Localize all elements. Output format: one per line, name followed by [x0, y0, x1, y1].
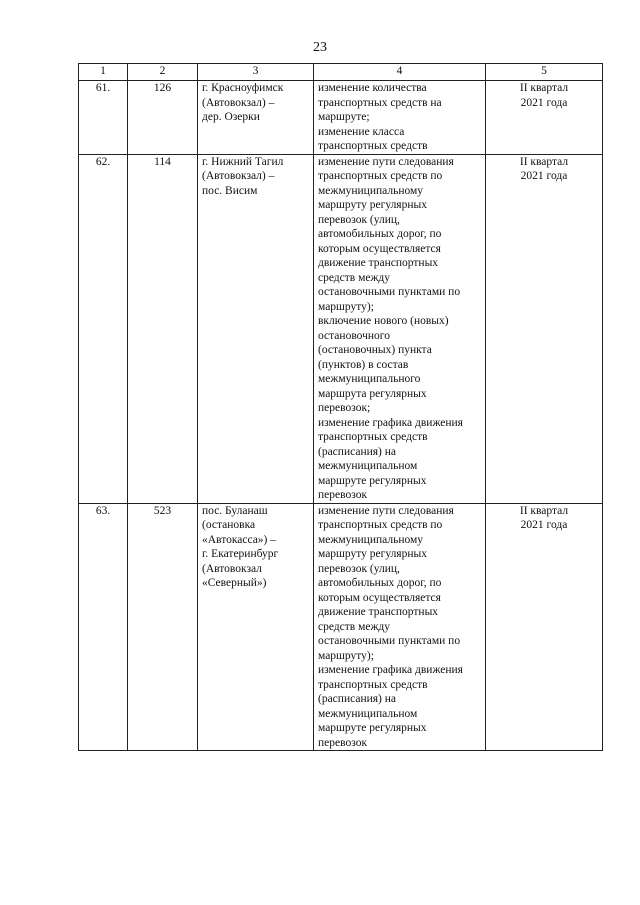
period-cell-line: 2021 года [520, 170, 568, 182]
period-cell-line: 2021 года [520, 96, 568, 109]
period-cell [486, 503, 603, 751]
changes-cell-line: перевозок; [318, 402, 371, 414]
changes-cell-line: движение транспортных [318, 606, 439, 618]
changes-cell-line: маршрута регулярных [318, 387, 427, 400]
changes-cell-line: включение нового (новых) [318, 315, 449, 327]
changes-cell-line: маршруту); [318, 649, 374, 662]
row-index-cell: 61. [79, 81, 128, 155]
changes-cell-line: межмуниципальном [318, 707, 418, 720]
changes-cell-line: транспортных средств [318, 140, 428, 152]
changes-cell-line: транспортных средств по [318, 519, 443, 531]
column-header: 1 [79, 64, 128, 81]
changes-cell-line: средств между [318, 271, 391, 284]
period-cell [486, 81, 603, 155]
route-name-cell-line: пос. Буланаш [202, 504, 268, 517]
route-name-cell [198, 154, 314, 503]
row-index-cell: 63. [79, 503, 128, 751]
route-name-cell [198, 503, 314, 751]
route-number-cell: 126 [128, 81, 198, 155]
changes-cell-line: изменение пути следования [318, 504, 454, 517]
changes-cell [314, 81, 486, 155]
page-number: 23 [313, 40, 327, 55]
changes-cell-line: транспортных средств по [318, 170, 443, 182]
changes-cell-line: остановочными пунктами по [318, 286, 461, 298]
changes-cell-line: перевозок (улиц, [318, 213, 400, 226]
changes-cell-line: транспортных средств [318, 678, 428, 691]
changes-cell-line: (пунктов) в состав [318, 358, 409, 371]
route-name-cell-line: «Автокасса») – [202, 533, 276, 546]
changes-cell-line: межмуниципальном [318, 460, 418, 472]
route-name-cell-line: (остановка [202, 519, 256, 531]
changes-cell-line: маршруту регулярных [318, 548, 427, 560]
row-index-cell: 62. [79, 154, 128, 503]
changes-cell-line: маршруту регулярных [318, 199, 427, 211]
changes-cell-line: средств между [318, 620, 391, 633]
changes-cell-line: маршруте регулярных [318, 722, 427, 734]
period-cell-line: II квартал [519, 155, 569, 168]
table-row [79, 154, 603, 503]
changes-cell [314, 503, 486, 751]
changes-cell-line: транспортных средств на [318, 96, 442, 109]
table-row [79, 81, 603, 155]
column-header: 5 [486, 64, 603, 81]
changes-cell-line: межмуниципальному [318, 184, 424, 197]
changes-cell-line: изменение количества [318, 82, 427, 94]
changes-cell-line: движение транспортных [318, 257, 439, 269]
route-name-cell-line: дер. Озерки [202, 111, 260, 123]
route-name-cell-line: «Северный») [202, 577, 267, 589]
period-cell-line: 2021 года [520, 519, 568, 531]
changes-cell-line: остановочного [318, 329, 390, 342]
table-row [79, 503, 603, 751]
changes-cell-line: изменение графика движения [318, 416, 463, 429]
route-number-cell: 114 [128, 154, 198, 503]
table-header-row [79, 64, 603, 81]
changes-cell-line: автомобильных дорог, по [318, 577, 442, 589]
changes-cell-line: (остановочных) пункта [318, 344, 432, 356]
route-name-cell-line: г. Екатеринбург [202, 548, 279, 560]
column-header: 3 [198, 64, 314, 81]
changes-cell-line: (расписания) на [318, 445, 397, 458]
changes-cell-line: маршруте; [318, 111, 370, 123]
changes-cell-line: остановочными пунктами по [318, 635, 461, 647]
changes-cell-line: маршруте регулярных [318, 474, 427, 487]
changes-cell-line: перевозок (улиц, [318, 562, 400, 575]
route-name-cell-line: пос. Висим [202, 184, 258, 197]
period-cell-line: II квартал [519, 504, 569, 517]
changes-cell-line: межмуниципальному [318, 533, 424, 546]
routes-table [78, 63, 603, 751]
column-header: 2 [128, 64, 198, 81]
route-name-cell-line: г. Нижний Тагил [202, 155, 284, 168]
route-name-cell [198, 81, 314, 155]
period-cell-line: II квартал [519, 82, 569, 94]
changes-cell [314, 154, 486, 503]
changes-cell-line: межмуниципального [318, 373, 421, 385]
changes-cell-line: изменение графика движения [318, 664, 463, 676]
route-number-cell: 523 [128, 503, 198, 751]
changes-cell-line: изменение класса [318, 125, 405, 138]
changes-cell-line: изменение пути следования [318, 155, 454, 168]
route-name-cell-line: (Автовокзал) – [202, 170, 275, 182]
changes-cell-line: транспортных средств [318, 431, 428, 443]
route-name-cell-line: г. Красноуфимск [202, 82, 284, 94]
column-header: 4 [314, 64, 486, 81]
period-cell [486, 154, 603, 503]
changes-cell-line: (расписания) на [318, 693, 397, 705]
route-name-cell-line: (Автовокзал [202, 562, 262, 575]
changes-cell-line: перевозок [318, 489, 368, 501]
changes-cell-line: перевозок [318, 736, 368, 749]
route-name-cell-line: (Автовокзал) – [202, 96, 275, 109]
changes-cell-line: которым осуществляется [318, 242, 441, 255]
changes-cell-line: автомобильных дорог, по [318, 228, 442, 240]
changes-cell-line: которым осуществляется [318, 591, 441, 604]
changes-cell-line: маршруту); [318, 300, 374, 313]
